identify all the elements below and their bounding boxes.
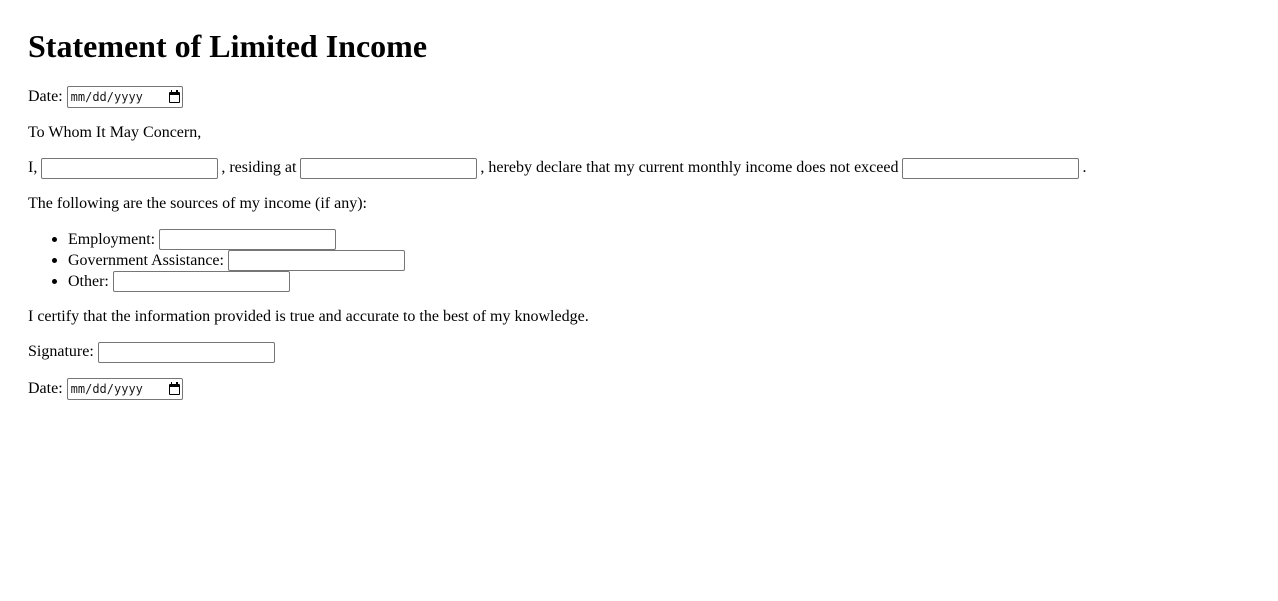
government-assistance-label: Government Assistance: — [68, 252, 224, 269]
list-item — [28, 271, 408, 292]
page-title: Statement of Limited Income — [28, 28, 428, 64]
calendar-icon[interactable] — [169, 92, 180, 103]
declaration-row — [28, 157, 1086, 179]
salutation-text: To Whom It May Concern, — [28, 124, 202, 141]
certification-row — [28, 306, 589, 328]
bottom-date-input[interactable] — [67, 378, 183, 400]
declaration-residing-text: , residing at — [221, 159, 297, 176]
employment-label: Employment: — [68, 231, 156, 248]
salutation-row — [28, 122, 201, 144]
certification-text: I certify that the information provided is true and accurate to the best of my knowledge. — [28, 308, 589, 325]
bullet-icon — [52, 279, 57, 284]
signature-input[interactable] — [98, 342, 275, 363]
income-limit-input[interactable] — [902, 158, 1079, 179]
government-assistance-input[interactable] — [228, 250, 405, 271]
list-item — [28, 250, 408, 271]
bullet-icon — [52, 258, 57, 263]
top-date-placeholder: mm/dd/yyyy — [70, 90, 143, 104]
other-label: Other: — [68, 273, 109, 290]
declaration-suffix: . — [1082, 159, 1087, 176]
signature-label: Signature: — [28, 343, 94, 360]
other-input[interactable] — [113, 271, 290, 292]
bottom-date-placeholder: mm/dd/yyyy — [70, 382, 143, 396]
address-input[interactable] — [300, 158, 477, 179]
bullet-icon — [52, 237, 57, 242]
top-date-input[interactable] — [67, 86, 183, 108]
declaration-declare-text: , hereby declare that my current monthly income does not exceed — [480, 159, 899, 176]
income-sources-list — [28, 229, 408, 292]
list-item — [28, 229, 408, 250]
top-date-label: Date: — [28, 88, 63, 105]
top-date-row — [28, 86, 183, 108]
sources-intro-row — [28, 193, 367, 215]
bottom-date-row — [28, 378, 183, 400]
name-input[interactable] — [41, 158, 218, 179]
declaration-prefix: I, — [28, 159, 38, 176]
signature-row — [28, 341, 278, 363]
calendar-icon[interactable] — [169, 384, 180, 395]
sources-intro-text: The following are the sources of my income (if any): — [28, 195, 367, 212]
employment-input[interactable] — [159, 229, 336, 250]
bottom-date-label: Date: — [28, 380, 63, 397]
